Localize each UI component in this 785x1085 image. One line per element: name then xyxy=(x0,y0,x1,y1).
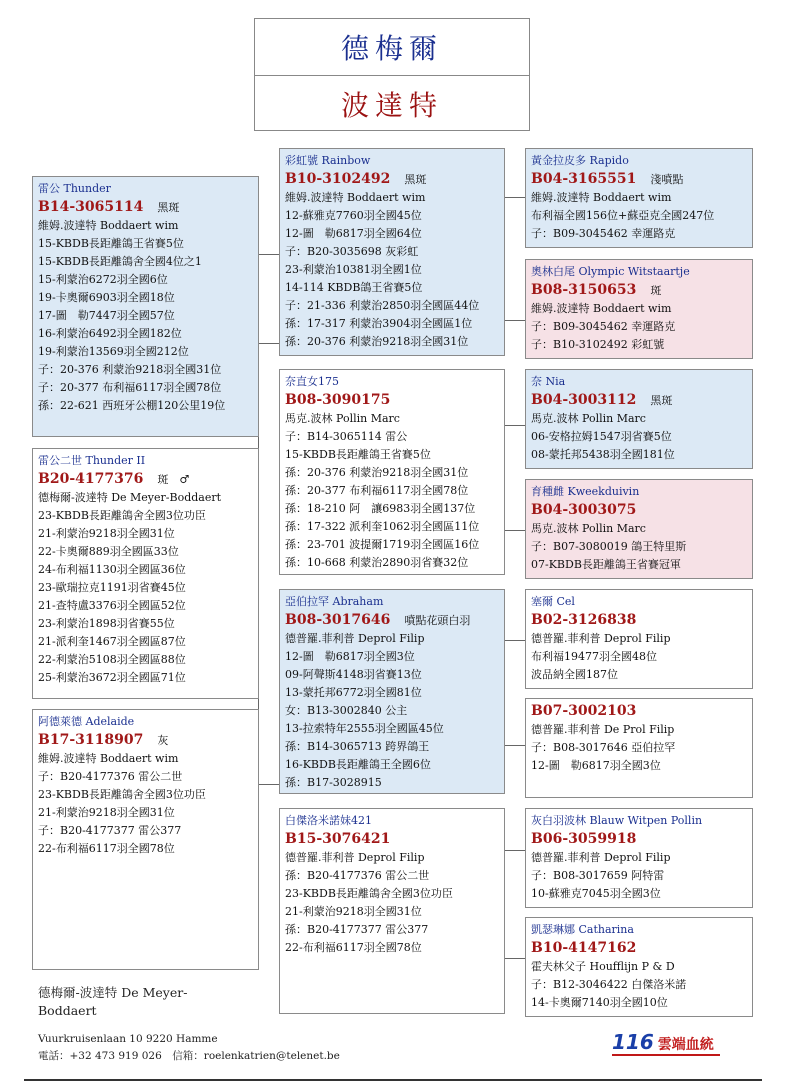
pedigree-card-ssd xyxy=(525,259,753,359)
pigeon-name: 亞伯拉罕 Abraham xyxy=(285,595,384,608)
info-line: 馬克.波林 Pollin Marc xyxy=(285,412,400,425)
ring-number: B17-3118907 灰 xyxy=(38,732,169,748)
info-line: 馬克.波林 Pollin Marc xyxy=(531,412,646,425)
pigeon-name: 奈直女175 xyxy=(285,375,339,388)
info-line: 09-阿聲斯4148羽省賽13位 xyxy=(285,668,422,681)
pedigree-card-ddd xyxy=(525,917,753,1017)
ring-number: B08-3150653 斑 xyxy=(531,282,662,298)
info-line: 15-KBDB長距離鴿王省賽5位 xyxy=(38,237,184,250)
info-line: 21-利蒙治9218羽全國31位 xyxy=(38,806,175,819)
pedigree-card-sss xyxy=(525,148,753,248)
color-label: 黑斑 xyxy=(404,173,427,186)
info-line: 23-KBDB長距離鴿舍全國3位功臣 xyxy=(38,509,206,522)
info-line: 23-KBDB長距離鴿舍全國3位功臣 xyxy=(285,887,453,900)
pigeon-name: 白傑洛米諾妹421 xyxy=(285,814,372,827)
ring-number: B08-3090175 xyxy=(285,392,391,408)
ring-number: B07-3002103 xyxy=(531,703,637,719)
color-label: 黑斑 xyxy=(650,394,673,407)
ring-number: B08-3017646 噴點花頭白羽 xyxy=(285,612,471,628)
connector-line xyxy=(258,784,280,785)
info-line: 15-KBDB長距離鴿王省賽5位 xyxy=(285,448,431,461)
info-line: 15-KBDB長距離鴿舍全國4位之1 xyxy=(38,255,202,268)
info-line: 孫：17-322 派利奎1062羽全國區11位 xyxy=(285,520,480,533)
info-line: 孫：B14-3065713 跨界鴿王 xyxy=(285,740,430,753)
info-line: 子：B14-3065114 雷公 xyxy=(285,430,408,443)
pedigree-card-sdd xyxy=(525,479,753,579)
pigeon-name: 塞爾 Cel xyxy=(531,595,575,608)
logo-text: 雲端血統 xyxy=(657,1037,714,1053)
ring-number: B15-3076421 xyxy=(285,831,391,847)
color-label: 黑斑 xyxy=(157,201,180,214)
ring-number: B20-4177376 斑 ♂ xyxy=(38,471,190,487)
sire-loft-title: 德梅爾 xyxy=(255,19,529,76)
ring-number: B06-3059918 xyxy=(531,831,637,847)
pigeon-name: 奧林白尾 Olympic Witstaartje xyxy=(531,265,690,278)
info-line: 子：B09-3045462 幸運路克 xyxy=(531,227,676,240)
color-label: 斑 xyxy=(650,284,662,297)
info-line: 12-圖 勒6817羽全國64位 xyxy=(285,227,422,240)
info-line: 子：B20-4177377 雷公377 xyxy=(38,824,182,837)
info-line: 子：B08-3017659 阿特雷 xyxy=(531,869,665,882)
info-line: 24-布利福1130羽全國區36位 xyxy=(38,563,186,576)
info-line: 孫：23-701 波提爾1719羽全國區16位 xyxy=(285,538,480,551)
info-line: 孫：17-317 利蒙治3904羽全國區1位 xyxy=(285,317,473,330)
pedigree-card-subject xyxy=(32,448,259,699)
color-label: 淺噴點 xyxy=(650,173,684,186)
info-line: 孫：20-377 布利福6117羽全國78位 xyxy=(285,484,469,497)
pigeon-name: 育種雌 Kweekduivin xyxy=(531,485,640,498)
info-line: 子：B09-3045462 幸運路克 xyxy=(531,320,676,333)
info-line: 19-利蒙治13569羽全國212位 xyxy=(38,345,189,358)
brand-logo xyxy=(612,1030,714,1054)
info-line: 子：B20-3035698 灰彩虹 xyxy=(285,245,419,258)
info-line: 孫：20-376 利蒙治9218羽全國31位 xyxy=(285,466,469,479)
info-line: 孫：18-210 阿 讓6983羽全國137位 xyxy=(285,502,476,515)
info-line: 13-拉索特年2555羽全國區45位 xyxy=(285,722,444,735)
connector-line xyxy=(504,640,526,641)
pigeon-name: 奈 Nia xyxy=(531,375,566,388)
info-line: 子：21-336 利蒙治2850羽全國區44位 xyxy=(285,299,480,312)
loft-name: 德梅爾-波達特 De Meyer-Boddaert xyxy=(38,985,188,1018)
info-line: 布利福19477羽全國48位 xyxy=(531,650,657,663)
address: Vuurkruisenlaan 10 9220 Hamme xyxy=(38,1033,218,1045)
info-line: 22-卡奧爾889羽全國區33位 xyxy=(38,545,179,558)
ring-number: B02-3126838 xyxy=(531,612,637,628)
info-line: 22-布利福6117羽全國78位 xyxy=(285,941,422,954)
connector-line xyxy=(504,745,526,746)
info-line: 維姆.波達特 Boddaert wim xyxy=(38,752,179,765)
pigeon-name: 黃金拉皮多 Rapido xyxy=(531,154,629,167)
pedigree-card-sire xyxy=(32,176,259,437)
connector-line xyxy=(504,958,526,959)
info-line: 19-卡奧爾6903羽全國18位 xyxy=(38,291,175,304)
pigeon-name: 雷公 Thunder xyxy=(38,182,111,195)
pedigree-card-sire-sire xyxy=(279,148,505,356)
connector-line xyxy=(504,425,526,426)
info-line: 德普羅.菲利普 Deprol Filip xyxy=(285,851,425,864)
info-line: 維姆.波達特 Boddaert wim xyxy=(285,191,426,204)
info-line: 馬克.波林 Pollin Marc xyxy=(531,522,646,535)
info-line: 14-114 KBDB鴿王省賽5位 xyxy=(285,281,423,294)
info-line: 子：B07-3080019 鴿王特里斯 xyxy=(531,540,687,553)
info-line: 16-利蒙治6492羽全國182位 xyxy=(38,327,182,340)
color-label: 噴點花頭白羽 xyxy=(404,614,471,627)
ring-number: B10-3102492 黑斑 xyxy=(285,171,427,187)
info-line: 15-利蒙治6272羽全國6位 xyxy=(38,273,168,286)
info-line: 14-卡奧爾7140羽全國10位 xyxy=(531,996,668,1009)
info-line: 波品納全國187位 xyxy=(531,668,618,681)
info-line: 23-歐瑞拉克1191羽省賽45位 xyxy=(38,581,186,594)
pedigree-card-dam-sire xyxy=(279,589,505,794)
info-line: 12-圖 勒6817羽全國3位 xyxy=(285,650,415,663)
pigeon-name: 凱瑟琳娜 Catharina xyxy=(531,923,634,936)
title-box xyxy=(254,18,530,131)
info-line: 07-KBDB長距離鴿王省賽冠軍 xyxy=(531,558,681,571)
pedigree-card-dam xyxy=(32,709,259,970)
color-label: 灰 xyxy=(157,734,169,747)
pigeon-name: 彩虹號 Rainbow xyxy=(285,154,371,167)
info-line: 12-蘇雅克7760羽全國45位 xyxy=(285,209,422,222)
ring-number: B14-3065114 黑斑 xyxy=(38,199,180,215)
info-line: 子：B12-3046422 白傑洛米諾 xyxy=(531,978,687,991)
connector-line xyxy=(504,197,526,198)
pedigree-card-sire-dam xyxy=(279,369,505,575)
ring-number: B04-3003112 黑斑 xyxy=(531,392,673,408)
info-line: 子：B20-4177376 雷公二世 xyxy=(38,770,183,783)
info-line: 25-利蒙治3672羽全國區71位 xyxy=(38,671,186,684)
ring-number: B04-3165551 淺噴點 xyxy=(531,171,684,187)
pedigree-card-dds xyxy=(525,808,753,908)
info-line: 德普羅.菲利普 Deprol Filip xyxy=(285,632,425,645)
connector-line xyxy=(504,320,526,321)
info-line: 霍夫林父子 Houfflijn P & D xyxy=(531,960,675,973)
connector-line xyxy=(504,850,526,851)
pigeon-name: 雷公二世 Thunder II xyxy=(38,454,146,467)
info-line: 21-查特盧3376羽全國區52位 xyxy=(38,599,186,612)
info-line: 12-圖 勒6817羽全國3位 xyxy=(531,759,661,772)
info-line: 22-利蒙治5108羽全國區88位 xyxy=(38,653,186,666)
ring-number: B04-3003075 xyxy=(531,502,637,518)
ring-number: B10-4147162 xyxy=(531,940,637,956)
info-line: 孫：20-376 利蒙治9218羽全國31位 xyxy=(285,335,469,348)
info-line: 21-利蒙治9218羽全國31位 xyxy=(38,527,175,540)
connector-line xyxy=(258,343,280,344)
info-line: 23-KBDB長距離鴿舍全國3位功臣 xyxy=(38,788,206,801)
pigeon-name: 阿德萊德 Adelaide xyxy=(38,715,135,728)
pedigree-card-sds xyxy=(525,369,753,469)
bottom-divider xyxy=(24,1079,762,1081)
info-line: 08-蒙托邦5438羽全國181位 xyxy=(531,448,675,461)
dam-loft-title: 波達特 xyxy=(340,89,443,122)
info-line: 孫：B20-4177376 雷公二世 xyxy=(285,869,430,882)
info-line: 21-派利奎1467羽全國區87位 xyxy=(38,635,186,648)
pigeon-name: 灰白羽波林 Blauw Witpen Pollin xyxy=(531,814,703,827)
logo-underline xyxy=(612,1054,720,1056)
info-line: 德梅爾-波達特 De Meyer-Boddaert xyxy=(38,491,222,504)
info-line: 孫：B20-4177377 雷公377 xyxy=(285,923,429,936)
info-line: 17-圖 勒7447羽全國57位 xyxy=(38,309,175,322)
info-line: 布利福全國156位+蘇亞克全國247位 xyxy=(531,209,715,222)
connector-line xyxy=(504,530,526,531)
info-line: 子：20-377 布利福6117羽全國78位 xyxy=(38,381,222,394)
info-line: 維姆.波達特 Boddaert wim xyxy=(38,219,179,232)
contact-line: 電話：+32 473 919 026 信箱：roelenkatrien@telenet.be xyxy=(38,1050,340,1062)
pedigree-card-dsd xyxy=(525,698,753,798)
connector-line xyxy=(258,254,280,255)
info-line: 子：20-376 利蒙治9218羽全國31位 xyxy=(38,363,222,376)
info-line: 子：B08-3017646 亞伯拉罕 xyxy=(531,741,676,754)
pedigree-card-dam-dam xyxy=(279,808,505,1014)
info-line: 06-安格拉姆1547羽省賽5位 xyxy=(531,430,672,443)
contact-info xyxy=(38,1031,340,1065)
info-line: 23-利蒙治1898羽省賽55位 xyxy=(38,617,175,630)
info-line: 維姆.波達特 Boddaert wim xyxy=(531,302,672,315)
info-line: 女：B13-3002840 公主 xyxy=(285,704,408,717)
info-line: 德普羅.菲利普 Deprol Filip xyxy=(531,851,671,864)
color-label: 斑 ♂ xyxy=(157,473,190,486)
info-line: 子：B10-3102492 彩虹號 xyxy=(531,338,665,351)
info-line: 孫：B17-3028915 xyxy=(285,776,382,789)
info-line: 16-KBDB長距離鴿王全國6位 xyxy=(285,758,431,771)
pedigree-card-dss xyxy=(525,589,753,689)
info-line: 13-蒙托邦6772羽全國81位 xyxy=(285,686,422,699)
info-line: 維姆.波達特 Boddaert wim xyxy=(531,191,672,204)
info-line: 孫：10-668 利蒙治2890羽省賽32位 xyxy=(285,556,469,569)
info-line: 21-利蒙治9218羽全國31位 xyxy=(285,905,422,918)
info-line: 德普羅.菲利普 Deprol Filip xyxy=(531,632,671,645)
info-line: 德普羅.菲利普 De Prol Filip xyxy=(531,723,675,736)
info-line: 22-布利福6117羽全國78位 xyxy=(38,842,175,855)
info-line: 10-蘇雅克7045羽全國3位 xyxy=(531,887,661,900)
info-line: 23-利蒙治10381羽全國1位 xyxy=(285,263,422,276)
info-line: 孫：22-621 西班牙公棚120公里19位 xyxy=(38,399,226,412)
logo-number: 116 xyxy=(612,1030,654,1054)
